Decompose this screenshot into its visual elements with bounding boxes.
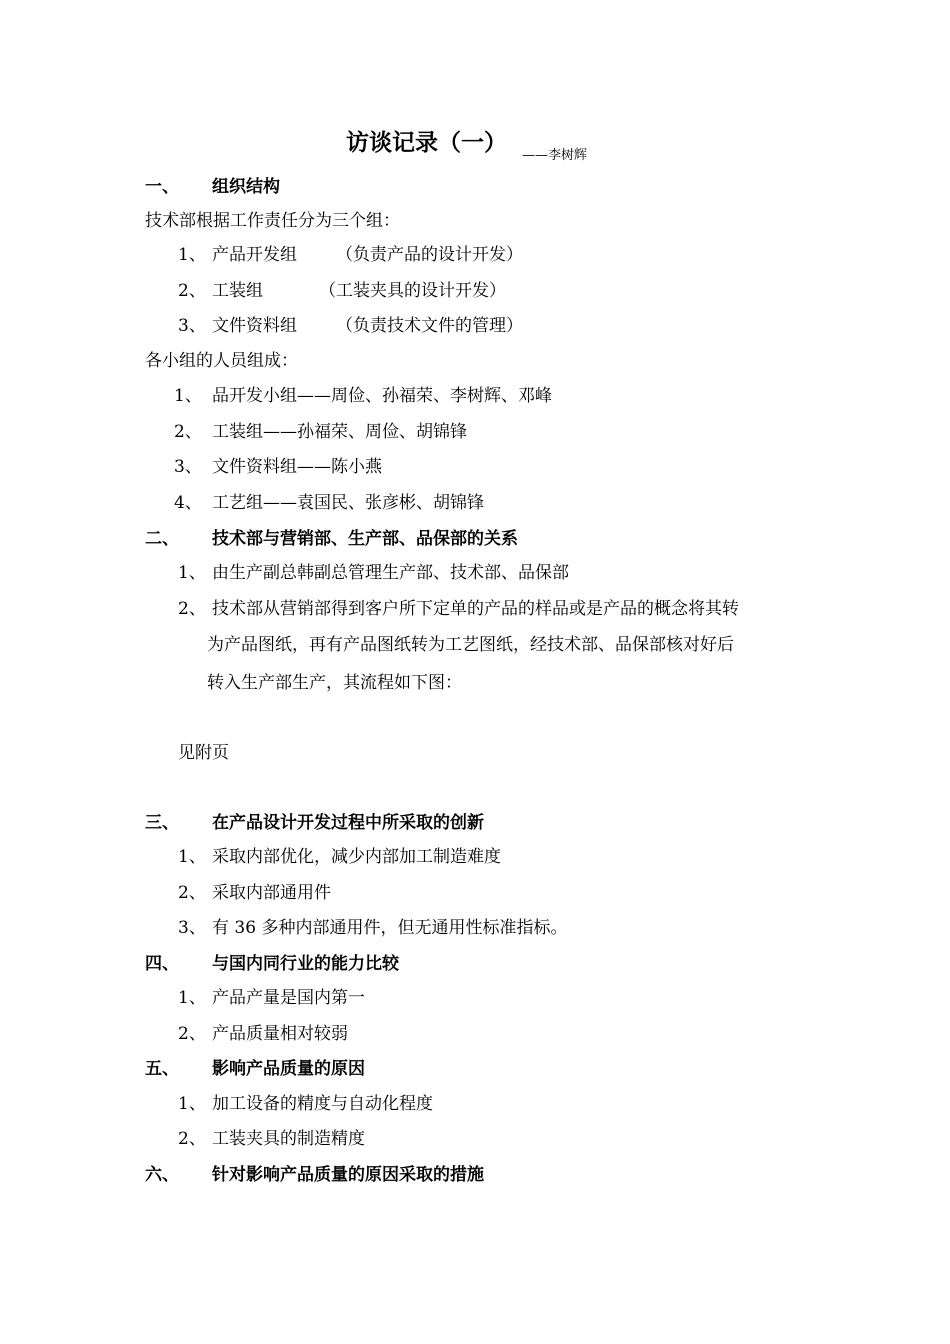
group-number: 3、 bbox=[178, 316, 206, 336]
item-text-line: 转入生产部生产，其流程如下图： bbox=[207, 673, 462, 693]
section-4-heading: 与国内同行业的能力比较 bbox=[212, 954, 399, 974]
item-text: 工装夹具的制造精度 bbox=[212, 1129, 365, 1149]
item-text: 产品质量相对较弱 bbox=[212, 1024, 348, 1044]
section-5-number: 五、 bbox=[145, 1059, 179, 1079]
item-text-line: 技术部从营销部得到客户所下定单的产品的样品或是产品的概念将其转 bbox=[212, 599, 739, 619]
section-6-number: 六、 bbox=[145, 1165, 179, 1185]
group-name: 产品开发组 bbox=[212, 245, 297, 265]
section-1-heading: 组织结构 bbox=[212, 177, 280, 197]
section-2-heading: 技术部与营销部、生产部、品保部的关系 bbox=[212, 529, 518, 549]
section-4-number: 四、 bbox=[145, 954, 179, 974]
item-number: 2、 bbox=[178, 883, 206, 903]
group-name: 文件资料组 bbox=[212, 316, 297, 336]
member-number: 2、 bbox=[174, 422, 202, 442]
section-6-heading: 针对影响产品质量的原因采取的措施 bbox=[212, 1165, 484, 1185]
appendix-note: 见附页 bbox=[178, 743, 229, 763]
author-signature: ——李树辉 bbox=[522, 148, 588, 163]
member-list: 工艺组——袁国民、张彦彬、胡锦锋 bbox=[212, 493, 484, 513]
group-description: （工装夹具的设计开发） bbox=[319, 281, 506, 301]
item-number: 1、 bbox=[178, 847, 206, 867]
item-number: 2、 bbox=[178, 1129, 206, 1149]
member-number: 4、 bbox=[174, 493, 202, 513]
section-2-number: 二、 bbox=[145, 529, 179, 549]
item-text: 有 36 多种内部通用件，但无通用性标准指标。 bbox=[212, 918, 568, 938]
group-name: 工装组 bbox=[212, 281, 263, 301]
item-number: 1、 bbox=[178, 563, 206, 583]
item-number: 1、 bbox=[178, 988, 206, 1008]
member-list: 工装组——孙福荣、周俭、胡锦锋 bbox=[212, 422, 467, 442]
member-list: 品开发小组——周俭、孙福荣、李树辉、邓峰 bbox=[212, 386, 552, 406]
section-1-intro: 技术部根据工作责任分为三个组： bbox=[145, 211, 400, 231]
item-number: 2、 bbox=[178, 1024, 206, 1044]
member-number: 3、 bbox=[174, 457, 202, 477]
item-number: 3、 bbox=[178, 918, 206, 938]
item-number: 2、 bbox=[178, 599, 206, 619]
item-text-line: 为产品图纸，再有产品图纸转为工艺图纸，经技术部、品保部核对好后 bbox=[207, 635, 734, 655]
group-number: 2、 bbox=[178, 281, 206, 301]
document-title: 访谈记录（一） bbox=[346, 129, 507, 156]
section-3-heading: 在产品设计开发过程中所采取的创新 bbox=[212, 813, 484, 833]
section-3-number: 三、 bbox=[145, 813, 179, 833]
item-text: 采取内部优化，减少内部加工制造难度 bbox=[212, 847, 501, 867]
section-1-number: 一、 bbox=[145, 177, 179, 197]
item-text: 产品产量是国内第一 bbox=[212, 988, 365, 1008]
group-description: （负责产品的设计开发） bbox=[336, 245, 523, 265]
group-number: 1、 bbox=[178, 245, 206, 265]
item-number: 1、 bbox=[178, 1094, 206, 1114]
member-list: 文件资料组——陈小燕 bbox=[212, 457, 382, 477]
item-text: 加工设备的精度与自动化程度 bbox=[212, 1094, 433, 1114]
item-text: 采取内部通用件 bbox=[212, 883, 331, 903]
member-number: 1、 bbox=[174, 386, 202, 406]
members-intro: 各小组的人员组成： bbox=[145, 351, 298, 371]
group-description: （负责技术文件的管理） bbox=[336, 316, 523, 336]
item-text: 由生产副总韩副总管理生产部、技术部、品保部 bbox=[212, 563, 569, 583]
section-5-heading: 影响产品质量的原因 bbox=[212, 1059, 365, 1079]
